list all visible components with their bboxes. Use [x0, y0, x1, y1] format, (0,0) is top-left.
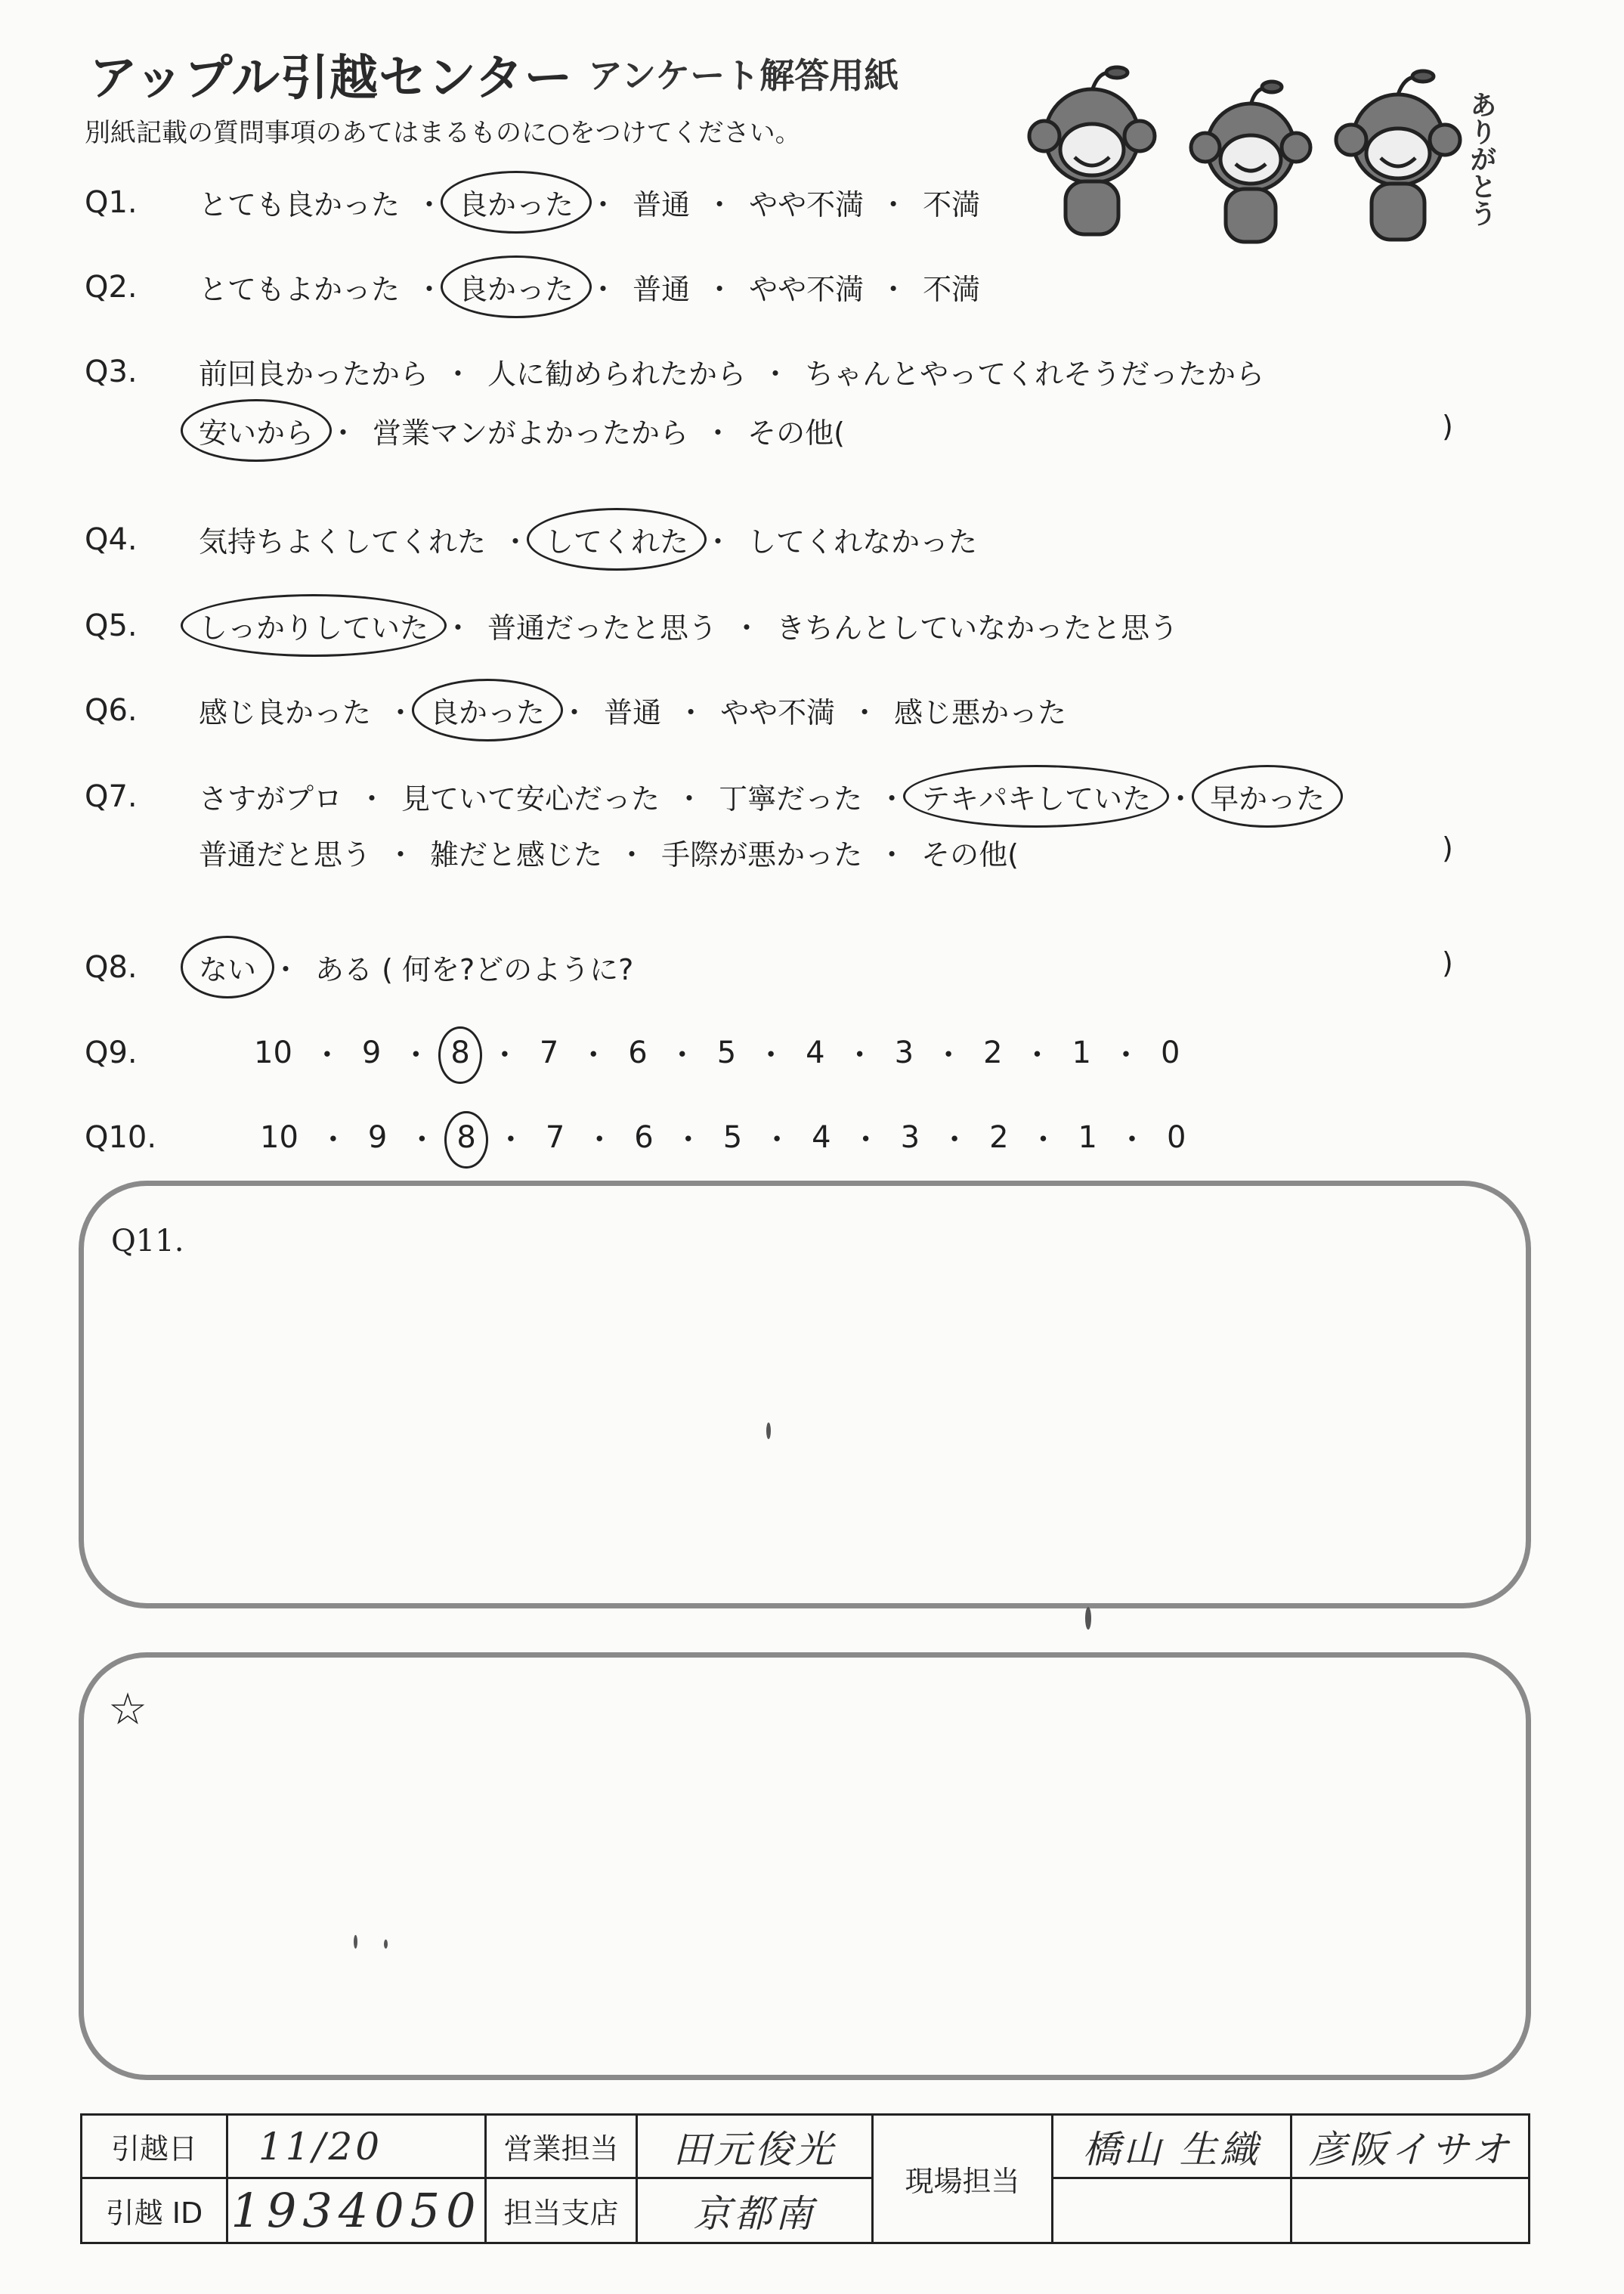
scale-value[interactable]: 2	[989, 1119, 1009, 1155]
mascot-caption: ありがとう	[1465, 91, 1497, 227]
close-paren: )	[1442, 831, 1453, 865]
sales-label: 営業担当	[486, 2115, 637, 2178]
question-q1: Q1. とても良かった ・ 良かった ・ 普通 ・ やや不満 ・ 不満	[85, 181, 985, 223]
option[interactable]: 見ていて安心だった	[401, 782, 660, 816]
scale-value[interactable]: 3	[900, 1119, 920, 1155]
scale-value[interactable]: 3	[894, 1035, 914, 1070]
scale-value[interactable]: 4	[806, 1035, 825, 1070]
option-other[interactable]: ある ( 何を?どのように?	[315, 953, 634, 986]
q11-label: Q11.	[111, 1224, 184, 1258]
scale-value[interactable]: 10	[260, 1119, 299, 1155]
option-circled[interactable]: 安いから	[194, 410, 318, 451]
option[interactable]: 普通	[633, 273, 691, 306]
option[interactable]: 不満	[923, 188, 981, 221]
scale-value-circled[interactable]: 8	[446, 1120, 486, 1155]
scale-value[interactable]: 4	[812, 1119, 831, 1155]
question-q5: Q5. しっかりしていた ・ 普通だったと思う ・ きちんとしていなかったと思う	[85, 605, 1183, 646]
option[interactable]: 普通	[633, 188, 691, 221]
site-staff-4[interactable]	[1291, 2178, 1530, 2243]
option[interactable]: とても良かった	[199, 188, 401, 221]
scale-value[interactable]: 0	[1160, 1035, 1180, 1070]
site-staff-1[interactable]	[1053, 2115, 1291, 2178]
site-staff-1-handwritten: 橋山 生織	[1082, 2127, 1261, 2172]
question-q7: Q7. さすがプロ ・ 見ていて安心だった ・ 丁寧だった ・ テキパキしていた ・ 早かった	[85, 776, 1329, 817]
move-info-table	[80, 2113, 1530, 2244]
option[interactable]: 普通だったと思う	[487, 611, 718, 645]
scale-value[interactable]: 9	[361, 1035, 382, 1070]
star-comment-box[interactable]	[79, 1652, 1531, 2080]
branch-handwritten: 京都南	[693, 2191, 816, 2236]
option-circled[interactable]: 良かった	[454, 266, 578, 308]
option[interactable]: やや不満	[720, 696, 836, 729]
move-date-label: 引越日	[82, 2115, 227, 2178]
question-q2: Q2. とてもよかった ・ 良かった ・ 普通 ・ やや不満 ・ 不満	[85, 266, 985, 308]
option[interactable]: してくれなかった	[747, 525, 978, 559]
question-label: Q7.	[85, 779, 138, 814]
scale-value[interactable]: 2	[983, 1035, 1003, 1070]
scale-value[interactable]: 1	[1078, 1119, 1097, 1155]
option-circled[interactable]: テキパキしていた	[917, 776, 1155, 817]
question-label: Q2.	[85, 269, 138, 305]
move-id-label: 引越 ID	[82, 2178, 227, 2243]
site-staff-2-handwritten: 彦阪イサオ	[1308, 2127, 1512, 2172]
option[interactable]: さすがプロ	[199, 782, 343, 816]
question-label: Q4.	[85, 522, 138, 557]
move-date-handwritten: 11/20	[258, 2124, 383, 2169]
option[interactable]: とてもよかった	[199, 273, 401, 306]
scale-value[interactable]: 9	[367, 1119, 388, 1155]
scan-speck	[1085, 1607, 1091, 1630]
question-label: Q1.	[85, 184, 138, 220]
form-instruction: 別紙記載の質問事項のあてはまるものに○をつけてください。	[85, 118, 801, 148]
option-circled[interactable]: しっかりしていた	[194, 605, 433, 646]
option[interactable]: 感じ悪かった	[894, 696, 1067, 729]
scale-value[interactable]: 10	[254, 1035, 292, 1070]
scale-value[interactable]: 1	[1072, 1035, 1091, 1070]
option-other[interactable]: その他(	[747, 416, 845, 450]
option[interactable]: 手際が悪かった	[661, 838, 863, 871]
option[interactable]: 不満	[923, 273, 981, 306]
scale-value[interactable]: 7	[545, 1119, 565, 1155]
branch-value[interactable]	[637, 2178, 873, 2243]
q11-comment-box[interactable]	[79, 1181, 1531, 1608]
option[interactable]: 前回良かったから	[199, 358, 429, 391]
option[interactable]: 感じ良かった	[199, 696, 372, 729]
site-label: 現場担当	[873, 2115, 1053, 2243]
question-q4: Q4. 気持ちよくしてくれた ・ してくれた ・ してくれなかった	[85, 519, 982, 560]
option-circled[interactable]: ない	[194, 946, 261, 988]
close-paren: )	[1442, 410, 1453, 443]
question-q7-line2: 普通だと思う ・ 雑だと感じた ・ 手際が悪かった ・ その他(	[194, 831, 1023, 873]
option[interactable]: 普通	[604, 696, 662, 729]
question-q10	[85, 1116, 1196, 1159]
option-circled[interactable]: してくれた	[540, 519, 693, 560]
scale-value[interactable]: 6	[634, 1119, 654, 1155]
option[interactable]: ちゃんとやってくれそうだったから	[805, 358, 1265, 391]
star-icon: ☆	[108, 1683, 147, 1735]
option[interactable]: 人に勧められたから	[487, 358, 747, 391]
site-staff-2[interactable]	[1291, 2115, 1530, 2178]
question-label: Q8.	[85, 949, 138, 985]
option[interactable]: きちんとしていなかったと思う	[776, 611, 1179, 645]
option-circled[interactable]: 良かった	[454, 181, 578, 223]
question-q3: Q3. 前回良かったから ・ 人に勧められたから ・ ちゃんとやってくれそうだったから	[85, 351, 1269, 392]
scale-value[interactable]: 5	[722, 1119, 743, 1155]
move-date-value[interactable]	[227, 2115, 486, 2178]
question-label: Q10.	[85, 1119, 157, 1155]
sales-value[interactable]	[637, 2115, 873, 2178]
scale-value[interactable]: 5	[716, 1035, 737, 1070]
rating-scale: 10 ・ 9 ・ 8 ・ 7 ・ 6 ・ 5 ・ 4 ・ 3 ・ 2 ・ 1 ・ 0	[249, 1116, 1196, 1159]
option[interactable]: 雑だと感じた	[430, 838, 603, 871]
question-q9	[85, 1031, 1190, 1074]
option[interactable]: やや不満	[749, 273, 865, 306]
scan-speck	[766, 1423, 771, 1439]
scale-value[interactable]: 6	[628, 1035, 648, 1070]
option[interactable]: 普通だと思う	[199, 838, 372, 871]
company-title: アップル引越センター	[89, 51, 574, 107]
branch-label: 担当支店	[486, 2178, 637, 2243]
table-row	[82, 2115, 1530, 2178]
form-subtitle: アンケート解答用紙	[588, 55, 899, 96]
question-q8: Q8. ない ・ ある ( 何を?どのように?	[85, 946, 638, 988]
option[interactable]: 気持ちよくしてくれた	[199, 525, 487, 559]
scan-speck	[354, 1935, 357, 1949]
question-label: Q9.	[85, 1035, 138, 1070]
mascot-illustration-icon	[998, 45, 1527, 249]
option[interactable]: 営業マンがよかったから	[373, 416, 689, 450]
table-row	[82, 2178, 1530, 2243]
question-q3-line2: 安いから ・ 営業マンがよかったから ・ その他(	[194, 410, 849, 451]
option-circled[interactable]: 良かった	[425, 689, 549, 731]
question-q6: Q6. 感じ良かった ・ 良かった ・ 普通 ・ やや不満 ・ 感じ悪かった	[85, 689, 1071, 731]
move-id-value[interactable]	[227, 2178, 486, 2243]
site-staff-3[interactable]	[1053, 2178, 1291, 2243]
scan-speck	[384, 1940, 388, 1949]
rating-scale: 10 ・ 9 ・ 8 ・ 7 ・ 6 ・ 5 ・ 4 ・ 3 ・ 2 ・ 1 ・ 0	[243, 1031, 1190, 1074]
option-other[interactable]: その他(	[921, 838, 1019, 871]
option-circled[interactable]: 早かった	[1205, 776, 1329, 817]
move-id-handwritten: 1934050	[230, 2183, 482, 2239]
question-label: Q3.	[85, 354, 138, 389]
option[interactable]: 丁寧だった	[719, 782, 863, 816]
option[interactable]: やや不満	[749, 188, 865, 221]
scale-value[interactable]: 0	[1166, 1119, 1186, 1155]
question-label: Q6.	[85, 692, 138, 728]
question-label: Q5.	[85, 608, 138, 643]
sales-handwritten: 田元俊光	[673, 2127, 837, 2172]
scale-value-circled[interactable]: 8	[440, 1036, 480, 1070]
scale-value[interactable]: 7	[539, 1035, 559, 1070]
close-paren: )	[1442, 946, 1453, 980]
